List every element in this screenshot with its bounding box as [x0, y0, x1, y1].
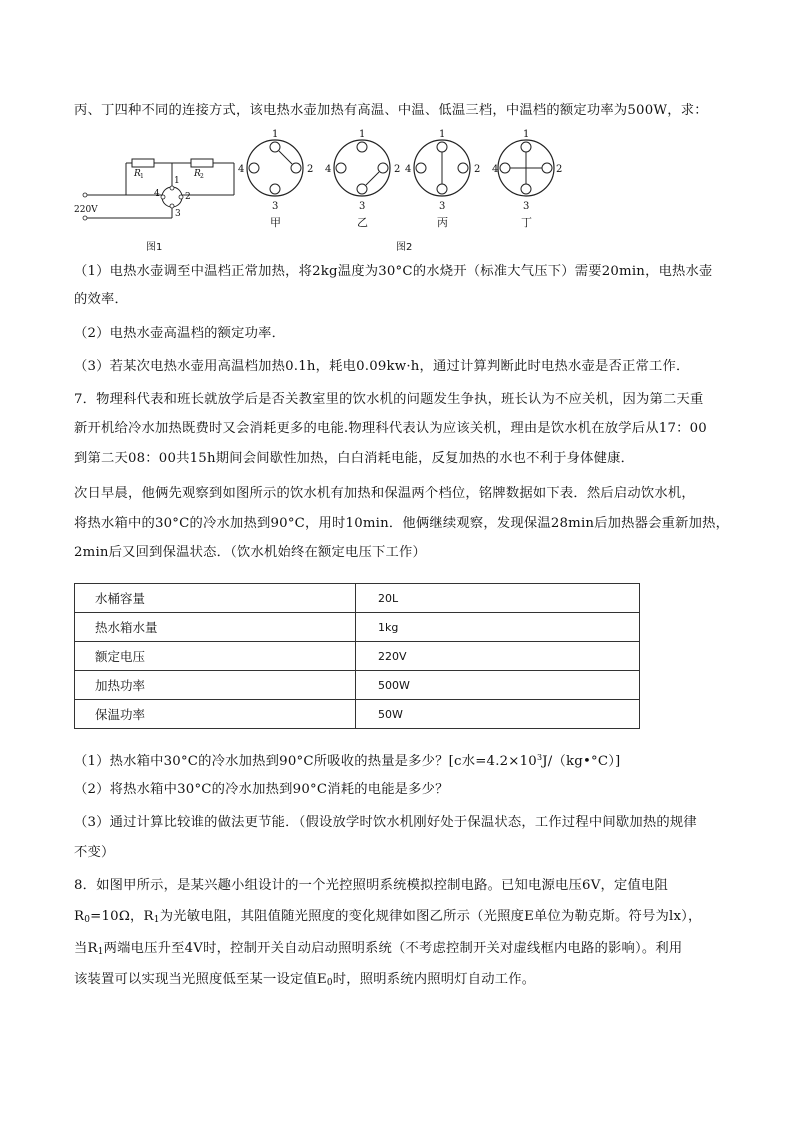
knob-yi [325, 129, 400, 229]
figure-2-caption: 图2 [396, 242, 413, 253]
ding-t4: 4 [492, 164, 499, 175]
jia-t4: 4 [238, 164, 245, 175]
q7-line3: 到第二天08：00共15h期间会间歇性加热，白白消耗电能，反复加热的水也不利于身体健康． [74, 451, 635, 466]
q7-sub3-line1: （3）通过计算比较谁的做法更节能．（假设放学时饮水机刚好处于保温状态，工作过程中间歇加热的规律 [74, 815, 697, 830]
yi-t3: 3 [359, 201, 366, 212]
knob-ding [492, 129, 562, 229]
q7-sub1: （1）热水箱中30°C的冷水加热到90°C所吸收的热量是多少？[c水$=4.2\times 10^3J/(kg•^\circ C)$] [74, 753, 621, 769]
q7-sub2: （2）将热水箱中30°C的冷水加热到90°C消耗的电能是多少？ [74, 782, 449, 797]
table-value: 20L [356, 584, 640, 613]
figure-1-circuit [74, 140, 244, 240]
q6-part3: （3）若某次电热水壶用高温档加热0.1h，耗电0.09kw·h，通过计算判断此时电热水壶是否正常工作． [74, 359, 690, 374]
table-value: 1kg [356, 613, 640, 642]
voltage-label: 220V [74, 205, 98, 215]
terminal-4-label: 4 [154, 189, 160, 199]
table-row [75, 584, 640, 613]
q6-part1-line1: （1）电热水壶调至中温档正常加热，将2kg温度为30°C的水烧开（标准大气压下）需要20min，电热水壶 [74, 264, 713, 279]
yi-t1: 1 [359, 129, 366, 140]
nameplate-table [74, 583, 640, 729]
bing-t1: 1 [439, 129, 446, 140]
table-label: 水桶容量 [75, 584, 356, 613]
figure-2-knobs [234, 124, 564, 234]
ding-name: 丁 [521, 216, 532, 229]
table-value: 220V [356, 642, 640, 671]
yi-t2: 2 [394, 164, 401, 175]
ding-t1: 1 [523, 129, 530, 140]
table-label: 额定电压 [75, 642, 356, 671]
r2-sub: 2 [200, 173, 204, 180]
table-row [75, 613, 640, 642]
yi-name: 乙 [357, 216, 368, 229]
figure-1-caption: 图1 [146, 242, 163, 253]
intro-line: 丙、丁四种不同的连接方式，该电热水壶加热有高温、中温、低温三档，中温档的额定功率为500W，求： [74, 103, 708, 118]
terminal-2-label: 2 [185, 192, 191, 202]
ding-t3: 3 [523, 201, 530, 212]
terminal-3-label: 3 [175, 209, 181, 219]
table-value: 500W [356, 671, 640, 700]
table-row [75, 700, 640, 729]
table-label: 热水箱水量 [75, 613, 356, 642]
q8-line2: $R_0=10\Omega$，$R_1$为光敏电阻，其阻值随光照度的变化规律如图乙所示（光照度E单位为勒克斯。符号为lx）， [74, 909, 702, 925]
q7-line5: 将热水箱中的30°C的冷水加热到90°C，用时10min．他俩继续观察，发现保温28min后加热器会重新加热， [74, 516, 730, 531]
ding-t2: 2 [556, 164, 563, 175]
jia-t2: 2 [307, 164, 314, 175]
bing-name: 丙 [437, 216, 448, 229]
q7-line6: 2min后又回到保温状态．（饮水机始终在额定电压下工作） [74, 545, 426, 560]
r2-resistor [191, 159, 213, 167]
r1-label: R [134, 169, 141, 179]
terminal-1-label: 1 [174, 176, 180, 186]
table-label: 保温功率 [75, 700, 356, 729]
q8-line4: 该装置可以实现当光照度低至某一设定值$E_0$时，照明系统内照明灯自动工作。 [74, 972, 536, 988]
r1-sub: 1 [140, 173, 144, 180]
q8-line3: 当$R_1$两端电压升至4V时，控制开关自动启动照明系统（不考虑控制开关对虚线框内电路的影响）。利用 [74, 941, 683, 957]
q6-part2: （2）电热水壶高温档的额定功率． [74, 326, 286, 341]
q8-line1: 8．如图甲所示，是某兴趣小组设计的一个光控照明系统模拟控制电路。已知电源电压6V，定值电阻 [74, 878, 668, 893]
r2-label: R [194, 169, 201, 179]
table-row [75, 642, 640, 671]
table-row [75, 671, 640, 700]
q7-line1: 7．物理科代表和班长就放学后是否关教室里的饮水机的问题发生争执，班长认为不应关机，因为第二天重 [74, 392, 704, 407]
yi-t4: 4 [325, 164, 332, 175]
knob-jia [238, 129, 313, 229]
jia-name: 甲 [270, 216, 281, 229]
jia-t3: 3 [272, 201, 279, 212]
q7-sub3-line2: 不变） [74, 845, 115, 860]
table-label: 加热功率 [75, 671, 356, 700]
table-value: 50W [356, 700, 640, 729]
bing-t2: 2 [474, 164, 481, 175]
bing-t3: 3 [439, 201, 446, 212]
q6-part1-line2: 的效率． [74, 292, 128, 307]
q7-line4: 次日早晨，他俩先观察到如图所示的饮水机有加热和保温两个档位，铭牌数据如下表．然后启动饮水机， [74, 486, 695, 501]
bing-t4: 4 [405, 164, 412, 175]
r1-resistor [132, 159, 154, 167]
knob-bing [405, 129, 480, 229]
q7-line2: 新开机给冷水加热既费时又会消耗更多的电能.物理科代表认为应该关机，理由是饮水机在放学后从17：00 [74, 421, 707, 436]
jia-t1: 1 [272, 129, 279, 140]
